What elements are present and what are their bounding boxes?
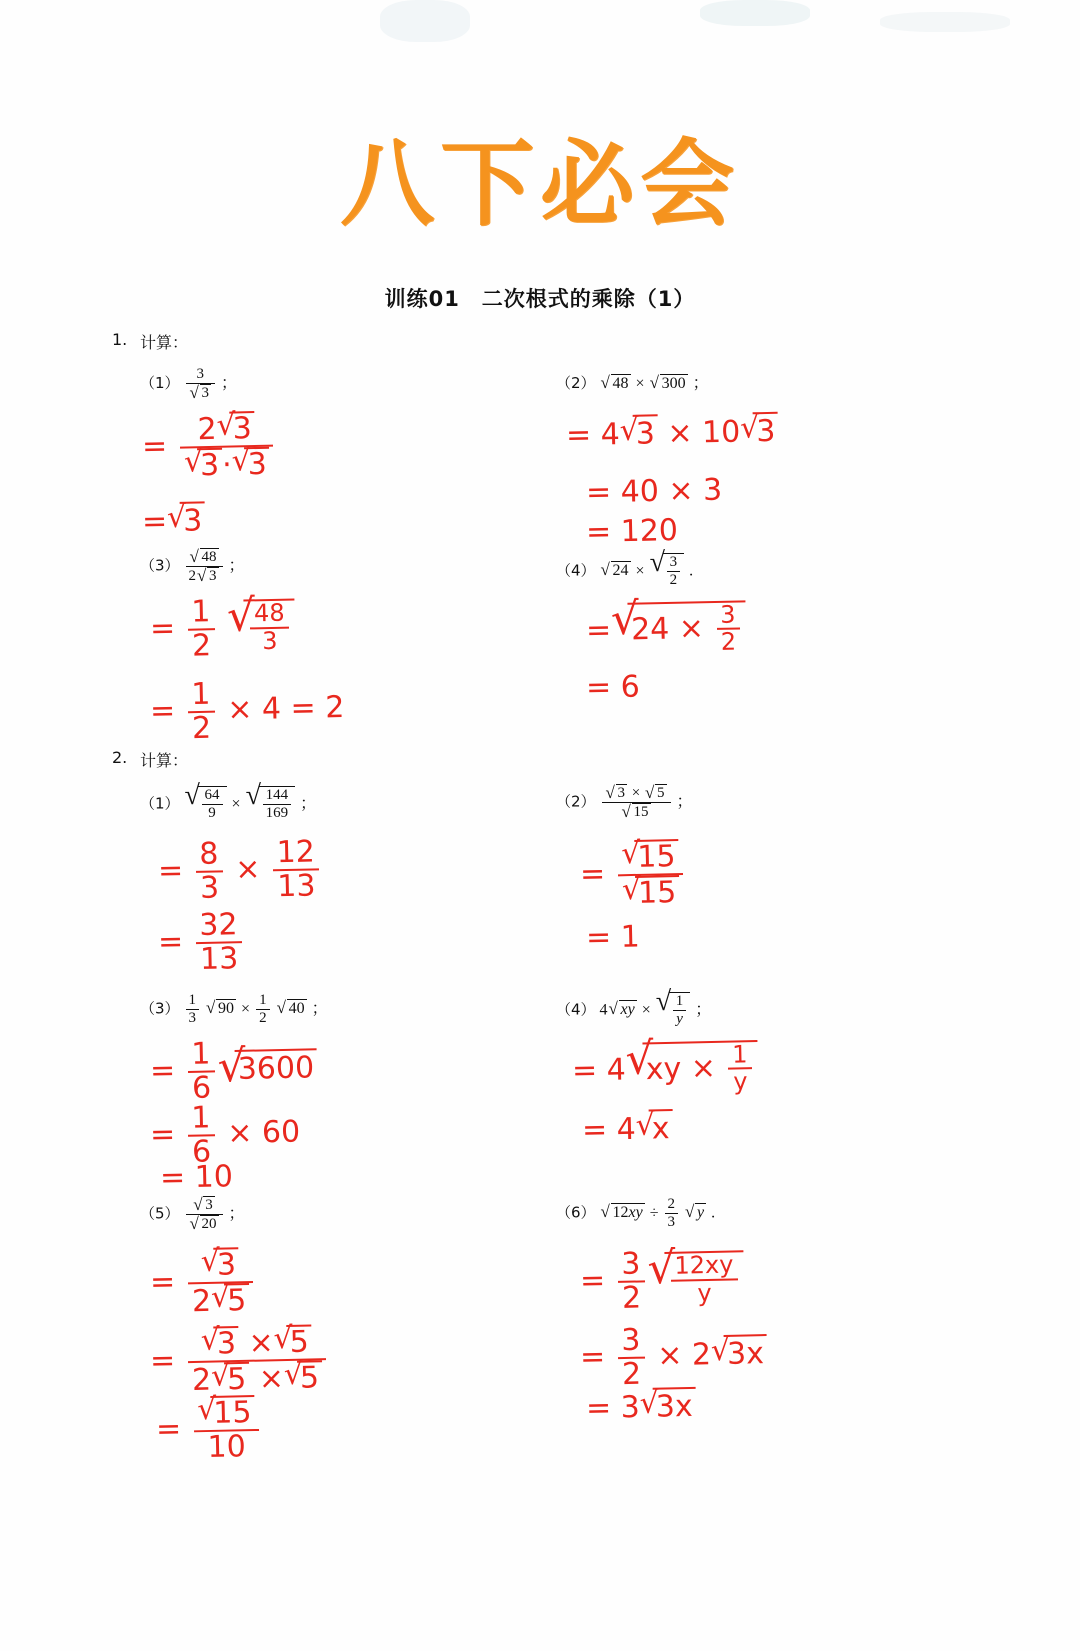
answer-2-1-line-2: = $\frac{32}{13}$ <box>157 909 245 976</box>
answer-2-2-line-2: = 1 <box>585 919 641 956</box>
section-title: 训练01 二次根式的乘除（1） <box>384 287 696 311</box>
problem-2-4-printed: （4） 4 √ xy × √ $\frac{1}{y}$ ； <box>556 992 711 1029</box>
answer-2-5-line-3: = √ $\frac{15}{10}$ <box>155 1395 262 1464</box>
problem-2-instruction: 计算： <box>140 751 189 770</box>
problem-2-3-printed: （3） $\frac{1}{3}$ √ 90 × $\frac{1}{2}$ √ 40 ； <box>140 992 328 1028</box>
answer-2-2-line-1: = √ 15 √ 15 <box>579 839 686 910</box>
problem-1-number: 1. <box>112 330 128 349</box>
answer-2-6-line-1: = $\frac{3}{2}$ √ $\frac{12xy}{y}$ <box>579 1246 744 1314</box>
answer-2-5-line-2: = √ $\frac{3 \times √ 5}{2 √ 5 \times √ 5}$ <box>149 1324 329 1397</box>
problem-2-6-printed: （6） √ 12xy ÷ $\frac{2}{3}$ √ y . <box>556 1196 715 1232</box>
problem-2-number: 2. <box>112 748 128 767</box>
answer-1-2-line-1: = 4 √ 3 × 10 √ 3 <box>566 412 779 453</box>
page-title: 八下必会 <box>339 130 740 239</box>
answer-1-3-line-2: = $\frac{1}{2}$ × 4 = 2 <box>149 676 345 746</box>
answer-2-4-line-1: = 4 √ xy × $\frac{1}{y}$ <box>571 1040 758 1098</box>
answer-2-6-line-2: = $\frac{3}{2}$ × 2 √ 3x <box>579 1322 767 1391</box>
answer-1-2-line-3: = 120 <box>585 513 679 550</box>
scan-artifact <box>380 0 470 42</box>
answer-1-1-line-1: = 2 √ 3 √ 3· √ 3 <box>141 411 277 483</box>
scan-artifact <box>880 12 1010 32</box>
answer-1-1-line-2: = √ 3 <box>142 501 206 539</box>
problem-1-instruction: 计算： <box>140 333 189 352</box>
answer-1-4-line-1: = √ 24 × $\frac{3}{2}$ <box>585 600 746 658</box>
answer-2-4-line-2: = 4 √ x <box>582 1109 673 1148</box>
answer-1-4-line-2: = 6 <box>585 669 641 706</box>
problem-1-1-printed: （1） 3 √ 3 ； <box>140 366 237 403</box>
problem-1-3-printed: （3） √ $\frac{48}{2 √ 3}$ ； <box>140 548 245 586</box>
problem-2-2-printed: （2） √ 3 × √ 5 √ 15 ； <box>556 784 693 822</box>
answer-2-6-line-3: = 3 √ 3x <box>586 1387 696 1426</box>
problem-2-5-printed: （5） √ 3 √ 20 ； <box>140 1196 245 1234</box>
answer-2-3-line-2: = $\frac{1}{6}$ × 60 <box>149 1100 301 1170</box>
answer-2-3-line-3: = 10 <box>159 1159 234 1196</box>
answer-1-3-line-1: = $\frac{1}{2}$ √ $\frac{48}{3}$ <box>149 594 295 662</box>
answer-2-5-line-1: = √ $\frac{3}{2 √ 5}$ <box>149 1247 256 1318</box>
answer-1-2-line-2: = 40 × 3 <box>585 472 723 511</box>
problem-1-4-printed: （4） √ 24 × √ $\frac{3}{2}$ . <box>556 553 693 590</box>
scan-artifact <box>700 0 810 26</box>
problem-2-1-printed: （1） √ $\frac{64}{9}$ × √ $\frac{144}{169}$ ； <box>140 786 316 823</box>
problem-1-2-printed: （2） √ 48 × √ 300 ； <box>556 370 709 393</box>
answer-2-3-line-1: = $\frac{1}{6}$ √ 3600 <box>149 1036 317 1104</box>
answer-2-1-line-1: = $\frac{8}{3}$ × $\frac{12}{13}$ <box>157 836 323 904</box>
